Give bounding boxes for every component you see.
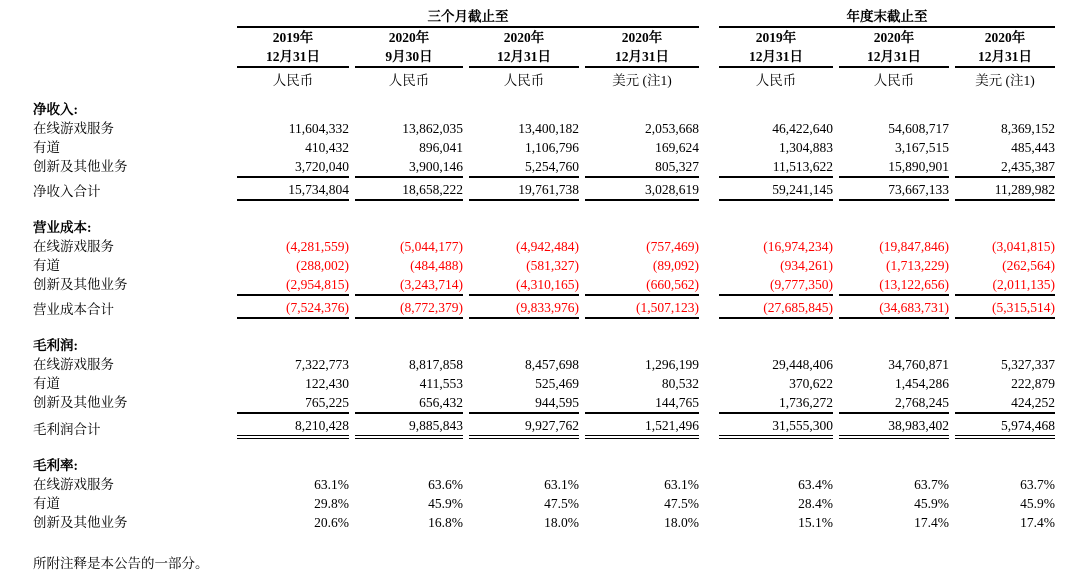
total-value-cell: 15,734,804 <box>237 176 349 201</box>
column-year: 2020年 <box>873 30 915 45</box>
column-year: 2020年 <box>984 30 1026 45</box>
value-cell: 17.4% <box>914 515 949 530</box>
spacer-cell <box>33 201 1055 218</box>
section-spacer-row <box>33 439 1055 456</box>
column-currency-cell: 人民币 <box>503 73 545 88</box>
data-row-cost-of-revenues-online-games <box>33 237 1055 256</box>
value-cell: (4,310,165) <box>516 277 579 292</box>
column-year: 2019年 <box>272 30 314 45</box>
section-title: 净收入: <box>33 102 78 117</box>
value-cell: 944,595 <box>535 395 579 410</box>
value-cell: 8,817,858 <box>409 357 463 372</box>
value-cell: 485,443 <box>1011 140 1055 155</box>
value-cell: 1,304,883 <box>779 140 833 155</box>
total-value-cell: 9,927,762 <box>469 412 579 439</box>
value-cell: (19,847,846) <box>879 239 949 254</box>
column-year: 2019年 <box>755 30 797 45</box>
row-label: 有道 <box>33 376 60 391</box>
total-row-gross-profit <box>33 412 1055 439</box>
value-cell: 5,327,337 <box>1001 357 1055 372</box>
value-cell: 20.6% <box>314 515 349 530</box>
value-cell: (4,281,559) <box>286 239 349 254</box>
column-currency-cell: 人民币 <box>755 73 797 88</box>
column-date-cell <box>839 28 949 68</box>
row-label: 在线游戏服务 <box>33 357 114 372</box>
value-cell: 8,369,152 <box>1001 121 1055 136</box>
data-row-gross-margin-youdao <box>33 494 1055 513</box>
value-cell: 2,053,668 <box>645 121 699 136</box>
value-cell: 47.5% <box>544 496 579 511</box>
column-date-row <box>33 28 1055 68</box>
value-cell: (757,469) <box>646 239 699 254</box>
value-cell: (4,942,484) <box>516 239 579 254</box>
row-label: 在线游戏服务 <box>33 239 114 254</box>
value-cell: (262,564) <box>1002 258 1055 273</box>
total-label: 营业成本合计 <box>33 302 114 317</box>
total-row-cost-of-revenues <box>33 294 1055 319</box>
value-cell: 1,106,796 <box>525 140 579 155</box>
value-cell: 424,252 <box>1011 395 1055 410</box>
value-cell: 47.5% <box>664 496 699 511</box>
data-row-gross-margin-innovative-and-other <box>33 513 1055 532</box>
data-row-gross-profit-youdao <box>33 374 1055 393</box>
value-cell: 15.1% <box>798 515 833 530</box>
total-value-cell: 5,974,468 <box>955 412 1055 439</box>
total-value-cell: 73,667,133 <box>839 176 949 201</box>
value-cell: 144,765 <box>655 395 699 410</box>
value-cell: 63.1% <box>664 477 699 492</box>
value-cell: 11,513,622 <box>772 159 833 174</box>
value-cell: (484,488) <box>410 258 463 273</box>
spacer-cell <box>33 90 1055 100</box>
total-value-cell: (34,683,731) <box>839 294 949 319</box>
group-gap <box>705 475 713 494</box>
data-row-cost-of-revenues-innovative-and-other <box>33 275 1055 294</box>
total-value-cell: 19,761,738 <box>469 176 579 201</box>
value-cell: 63.7% <box>1020 477 1055 492</box>
total-row-net-revenues <box>33 176 1055 201</box>
row-label: 在线游戏服务 <box>33 121 114 136</box>
value-cell: 222,879 <box>1011 376 1055 391</box>
value-cell: 1,454,286 <box>895 376 949 391</box>
column-currency-row <box>33 68 1055 90</box>
value-cell: 63.1% <box>544 477 579 492</box>
value-cell: 80,532 <box>661 376 699 391</box>
column-date-cell <box>355 28 463 68</box>
value-cell: 3,167,515 <box>895 140 949 155</box>
total-value-cell: (9,833,976) <box>469 294 579 319</box>
value-cell: (1,713,229) <box>886 258 949 273</box>
group-gap <box>705 28 713 68</box>
group-gap <box>705 157 713 176</box>
table-header <box>33 2 1055 100</box>
value-cell: 805,327 <box>655 159 699 174</box>
value-cell: 15,890,901 <box>888 159 949 174</box>
column-year: 2020年 <box>388 30 430 45</box>
value-cell: 3,720,040 <box>295 159 349 174</box>
total-value-cell: 18,658,222 <box>355 176 463 201</box>
value-cell: (2,954,815) <box>286 277 349 292</box>
column-date: 12月31日 <box>867 49 921 64</box>
data-row-net-revenues-online-games <box>33 119 1055 138</box>
column-date-cell <box>585 28 699 68</box>
section-spacer-row <box>33 319 1055 336</box>
row-label: 创新及其他业务 <box>33 159 128 174</box>
total-value-cell: 9,885,843 <box>355 412 463 439</box>
value-cell: 11,604,332 <box>288 121 349 136</box>
column-date-cell <box>237 28 349 68</box>
value-cell: 16.8% <box>428 515 463 530</box>
value-cell: (5,044,177) <box>400 239 463 254</box>
group-gap <box>705 393 713 412</box>
value-cell: 17.4% <box>1020 515 1055 530</box>
value-cell: 63.6% <box>428 477 463 492</box>
section-title-row-cost-of-revenues <box>33 218 1055 237</box>
column-date: 12月31日 <box>749 49 803 64</box>
total-label: 净收入合计 <box>33 184 101 199</box>
value-cell: (89,092) <box>652 258 699 273</box>
value-cell: 411,553 <box>419 376 463 391</box>
column-year: 2020年 <box>503 30 545 45</box>
value-cell: (288,002) <box>296 258 349 273</box>
group-gap <box>705 494 713 513</box>
value-cell: (16,974,234) <box>763 239 833 254</box>
column-date: 12月31日 <box>615 49 669 64</box>
row-label: 有道 <box>33 496 60 511</box>
value-cell: 5,254,760 <box>525 159 579 174</box>
value-cell: 45.9% <box>914 496 949 511</box>
group-gap <box>705 237 713 256</box>
total-value-cell: (1,507,123) <box>585 294 699 319</box>
section-title: 毛利润: <box>33 338 78 353</box>
total-value-cell: (7,524,376) <box>237 294 349 319</box>
group-gap <box>705 374 713 393</box>
value-cell: 1,296,199 <box>645 357 699 372</box>
corner-cell <box>33 2 231 28</box>
value-cell: 18.0% <box>664 515 699 530</box>
row-label: 创新及其他业务 <box>33 277 128 292</box>
value-cell: (3,243,714) <box>400 277 463 292</box>
group-gap <box>705 355 713 374</box>
value-cell: (581,327) <box>526 258 579 273</box>
value-cell: 45.9% <box>1020 496 1055 511</box>
value-cell: 28.4% <box>798 496 833 511</box>
data-row-gross-margin-online-games <box>33 475 1055 494</box>
value-cell: 13,400,182 <box>518 121 579 136</box>
spacer-cell <box>33 439 1055 456</box>
data-row-net-revenues-youdao <box>33 138 1055 157</box>
value-cell: 410,432 <box>305 140 349 155</box>
section-title-row-gross-margin <box>33 456 1055 475</box>
value-cell: 13,862,035 <box>402 121 463 136</box>
header-spacer-row <box>33 90 1055 100</box>
group-gap <box>705 138 713 157</box>
value-cell: 63.1% <box>314 477 349 492</box>
total-value-cell: (8,772,379) <box>355 294 463 319</box>
value-cell: 896,041 <box>419 140 463 155</box>
group-gap <box>705 2 713 28</box>
footnote: 所附注释是本公告的一部分。 <box>33 556 209 571</box>
row-label-header <box>33 68 231 90</box>
group-gap <box>705 412 713 439</box>
value-cell: 8,457,698 <box>525 357 579 372</box>
column-date: 9月30日 <box>385 49 433 64</box>
value-cell: (934,261) <box>780 258 833 273</box>
value-cell: (9,777,350) <box>770 277 833 292</box>
value-cell: 3,900,146 <box>409 159 463 174</box>
value-cell: 1,736,272 <box>779 395 833 410</box>
total-value-cell: 59,241,145 <box>719 176 833 201</box>
total-label: 毛利润合计 <box>33 422 101 437</box>
section-title: 毛利率: <box>33 458 78 473</box>
total-value-cell: 11,289,982 <box>955 176 1055 201</box>
row-label: 创新及其他业务 <box>33 515 128 530</box>
data-row-gross-profit-online-games <box>33 355 1055 374</box>
data-row-cost-of-revenues-youdao <box>33 256 1055 275</box>
value-cell: (3,041,815) <box>992 239 1055 254</box>
value-cell: 46,422,640 <box>772 121 833 136</box>
group-gap <box>705 68 713 90</box>
section-title-row-net-revenues <box>33 100 1055 119</box>
total-value-cell: (5,315,514) <box>955 294 1055 319</box>
row-label-header <box>33 28 231 68</box>
group-gap <box>705 176 713 201</box>
row-label: 创新及其他业务 <box>33 395 128 410</box>
value-cell: 63.7% <box>914 477 949 492</box>
total-value-cell: 8,210,428 <box>237 412 349 439</box>
value-cell: 34,760,871 <box>888 357 949 372</box>
group-gap <box>705 256 713 275</box>
column-currency-cell: 美元 (注1) <box>612 73 672 88</box>
value-cell: (660,562) <box>646 277 699 292</box>
section-title: 营业成本: <box>33 220 92 235</box>
section-title-row-gross-profit <box>33 336 1055 355</box>
value-cell: (2,011,135) <box>992 277 1055 292</box>
column-currency-cell: 人民币 <box>272 73 314 88</box>
value-cell: 54,608,717 <box>888 121 949 136</box>
row-label: 有道 <box>33 140 60 155</box>
total-value-cell: (27,685,845) <box>719 294 833 319</box>
group-gap <box>705 513 713 532</box>
column-date-cell <box>469 28 579 68</box>
column-date-cell <box>719 28 833 68</box>
period-group-year-end: 年度末截止至 <box>719 2 1055 28</box>
value-cell: 45.9% <box>428 496 463 511</box>
value-cell: 122,430 <box>305 376 349 391</box>
data-row-net-revenues-innovative-and-other <box>33 157 1055 176</box>
value-cell: 29,448,406 <box>772 357 833 372</box>
value-cell: (13,122,656) <box>879 277 949 292</box>
segment-financials-table <box>27 2 1061 532</box>
period-group-row <box>33 2 1055 28</box>
total-value-cell: 1,521,496 <box>585 412 699 439</box>
value-cell: 29.8% <box>314 496 349 511</box>
value-cell: 765,225 <box>305 395 349 410</box>
table-body <box>33 100 1055 532</box>
group-gap <box>705 275 713 294</box>
column-date: 12月31日 <box>266 49 320 64</box>
column-year: 2020年 <box>621 30 663 45</box>
spacer-cell <box>33 319 1055 336</box>
value-cell: 2,435,387 <box>1001 159 1055 174</box>
data-row-gross-profit-innovative-and-other <box>33 393 1055 412</box>
value-cell: 2,768,245 <box>895 395 949 410</box>
column-date: 12月31日 <box>978 49 1032 64</box>
column-date-cell <box>955 28 1055 68</box>
section-spacer-row <box>33 201 1055 218</box>
column-currency-cell: 美元 (注1) <box>975 73 1035 88</box>
value-cell: 169,624 <box>655 140 699 155</box>
value-cell: 18.0% <box>544 515 579 530</box>
total-value-cell: 38,983,402 <box>839 412 949 439</box>
value-cell: 7,322,773 <box>295 357 349 372</box>
row-label: 有道 <box>33 258 60 273</box>
column-date: 12月31日 <box>497 49 551 64</box>
total-value-cell: 31,555,300 <box>719 412 833 439</box>
row-label: 在线游戏服务 <box>33 477 114 492</box>
period-group-three-months: 三个月截止至 <box>237 2 699 28</box>
value-cell: 63.4% <box>798 477 833 492</box>
column-currency-cell: 人民币 <box>873 73 915 88</box>
value-cell: 656,432 <box>419 395 463 410</box>
group-gap <box>705 294 713 319</box>
column-currency-cell: 人民币 <box>388 73 430 88</box>
value-cell: 370,622 <box>789 376 833 391</box>
value-cell: 525,469 <box>535 376 579 391</box>
total-value-cell: 3,028,619 <box>585 176 699 201</box>
group-gap <box>705 119 713 138</box>
